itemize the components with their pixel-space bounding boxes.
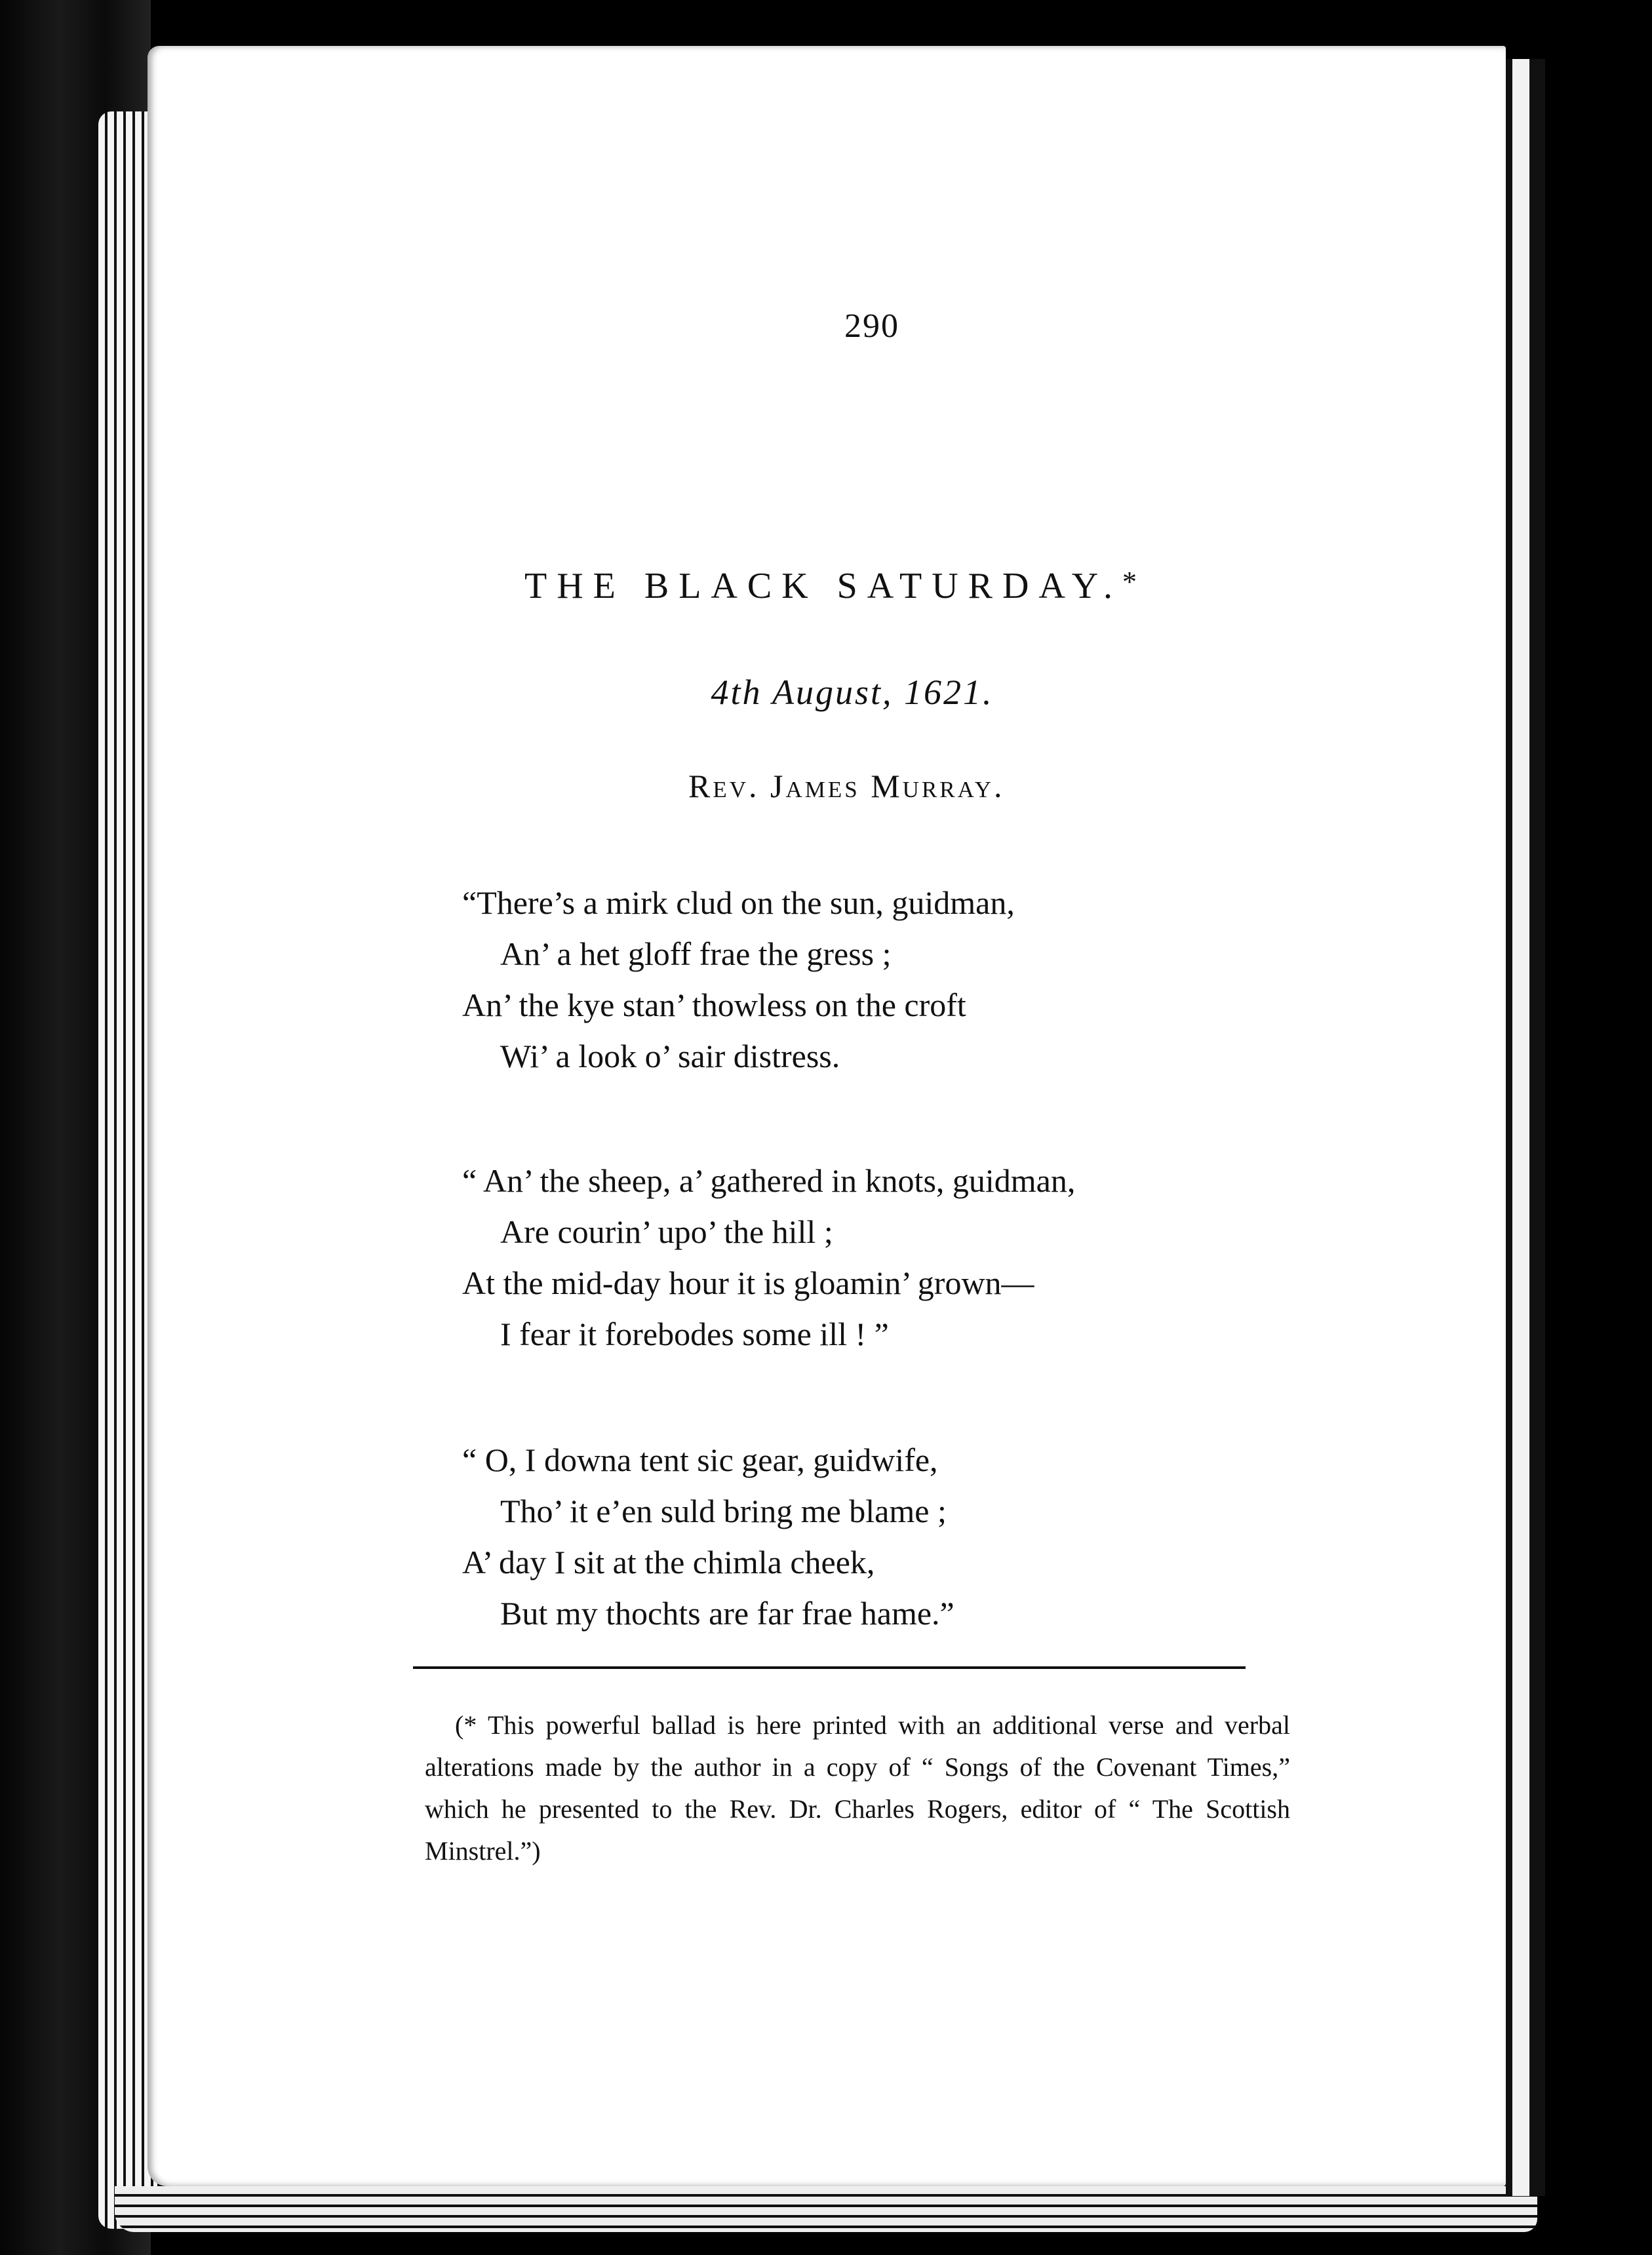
poem-date: 4th August, 1621. xyxy=(711,673,994,712)
verse-line: I fear it forebodes some ill ! ” xyxy=(500,1316,889,1352)
footnote: (* This powerful ballad is here printed with an additional verse and verbal alterations made by the author in a copy of “ Songs of the Covenant Times,” which he presented to the Rev. Dr. Charles Rogers, editor of “ The Scottish Minstrel.”) xyxy=(425,1710,1290,1866)
verse-line: Are courin’ upo’ the hill ; xyxy=(500,1213,833,1250)
verse-line: “ O, I downa tent sic gear, guidwife, xyxy=(462,1441,938,1478)
scan-border-right xyxy=(1545,0,1652,2255)
poem-title xyxy=(524,565,1246,607)
verse-line: An’ the kye stan’ thowless on the croft xyxy=(462,987,966,1023)
verse-line: “There’s a mirk clud on the sun, guidman, xyxy=(462,884,1015,921)
page-bottom-edges xyxy=(115,2186,1537,2232)
verse-line: An’ a het gloff frae the gress ; xyxy=(500,935,892,972)
verse-line: Tho’ it e’en suld bring me blame ; xyxy=(500,1493,947,1529)
stanza-3 xyxy=(462,1434,1314,1639)
verse-line: “ An’ the sheep, a’ gathered in knots, guidman, xyxy=(462,1162,1076,1199)
verse-line: At the mid-day hour it is gloamin’ grown— xyxy=(462,1265,1034,1301)
stanza-1 xyxy=(462,877,1314,1082)
verse-line: But my thochts are far frae hame.” xyxy=(500,1595,954,1632)
stanza-2 xyxy=(462,1155,1314,1360)
verse-line: A’ day I sit at the chimla cheek, xyxy=(462,1544,875,1580)
verse-line: Wi’ a look o’ sair distress. xyxy=(500,1038,840,1074)
poem-author: Rev. James Murray. xyxy=(688,768,1005,804)
footnote-divider xyxy=(413,1666,1246,1669)
page-number: 290 xyxy=(844,307,899,345)
poem-title-text: THE BLACK SATURDAY. xyxy=(524,566,1122,606)
footnote-marker: * xyxy=(1122,566,1137,598)
next-page-edge xyxy=(1506,59,1545,2196)
